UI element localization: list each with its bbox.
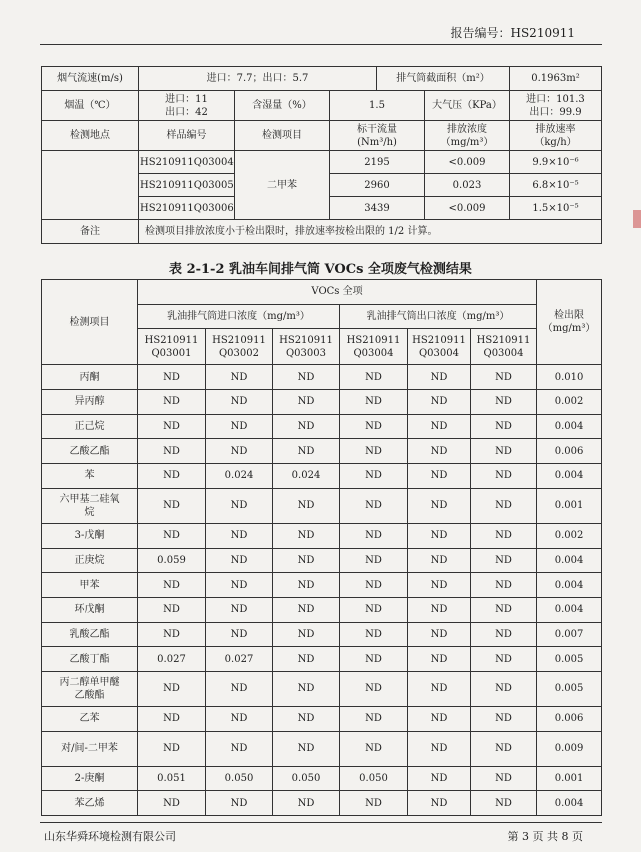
value-cell: ND — [408, 488, 471, 523]
flow-speed-value: 进口：7.7；出口：5.7 — [139, 67, 377, 91]
value-cell: ND — [340, 548, 408, 573]
value-cell: ND — [138, 622, 206, 647]
flow-header: 标干流量 (Nm³/h) — [330, 121, 425, 151]
value-cell: ND — [340, 791, 408, 816]
value-cell: ND — [138, 523, 206, 548]
limit-cell: 0.010 — [537, 365, 602, 390]
value-cell: ND — [273, 365, 340, 390]
limit-cell: 0.006 — [537, 706, 602, 731]
conc-cell: 0.023 — [425, 174, 510, 197]
limit-cell: 0.004 — [537, 414, 602, 439]
vocs-table — [41, 279, 602, 816]
value-cell: ND — [206, 791, 273, 816]
temp-label: 烟温（℃） — [42, 91, 139, 121]
compound-name: 3-戊酮 — [42, 523, 138, 548]
value-cell: ND — [340, 439, 408, 464]
remark-text: 检测项目排放浓度小于检出限时，排放速率按检出限的 1/2 计算。 — [139, 220, 602, 244]
table-row — [42, 766, 602, 791]
limit-cell: 0.005 — [537, 671, 602, 706]
value-cell: ND — [138, 706, 206, 731]
compound-name: 2-庚酮 — [42, 766, 138, 791]
value-cell: ND — [408, 464, 471, 489]
table-row — [42, 390, 602, 415]
remark-label: 备注 — [42, 220, 139, 244]
value-cell: ND — [138, 439, 206, 464]
table-row — [42, 671, 602, 706]
table-row — [42, 439, 602, 464]
table-row — [42, 573, 602, 598]
value-cell: ND — [340, 731, 408, 766]
value-cell: 0.050 — [273, 766, 340, 791]
compound-name: 乳酸乙酯 — [42, 622, 138, 647]
value-cell: ND — [273, 622, 340, 647]
compound-name: 对/间-二甲苯 — [42, 731, 138, 766]
compound-name: 乙酸乙酯 — [42, 439, 138, 464]
value-cell: ND — [206, 706, 273, 731]
table-row — [42, 548, 602, 573]
value-cell: ND — [408, 671, 471, 706]
area-value: 0.1963m² — [510, 67, 602, 91]
value-cell: ND — [273, 390, 340, 415]
inlet-header: 乳油排气筒进口浓度（mg/m³） — [138, 304, 340, 329]
value-cell: ND — [273, 671, 340, 706]
value-cell: ND — [273, 548, 340, 573]
limit-cell: 0.002 — [537, 390, 602, 415]
sample-id: HS210911Q03004 — [139, 151, 235, 174]
compound-name: 丙二醇单甲醚乙酸酯 — [42, 671, 138, 706]
rate-cell: 9.9×10⁻⁶ — [510, 151, 602, 174]
limit-cell: 0.004 — [537, 597, 602, 622]
table-row — [42, 731, 602, 766]
value-cell: ND — [408, 622, 471, 647]
header-rule — [40, 44, 602, 45]
table-row — [42, 622, 602, 647]
value-cell: ND — [471, 597, 537, 622]
table-row — [42, 488, 602, 523]
value-cell: ND — [273, 647, 340, 672]
limit-cell: 0.004 — [537, 548, 602, 573]
value-cell: ND — [138, 671, 206, 706]
value-cell: ND — [340, 464, 408, 489]
flow-cell: 3439 — [330, 197, 425, 220]
value-cell: ND — [206, 523, 273, 548]
value-cell: ND — [408, 414, 471, 439]
value-cell: ND — [273, 597, 340, 622]
table-row — [42, 706, 602, 731]
value-cell: ND — [408, 439, 471, 464]
value-cell: ND — [273, 573, 340, 598]
value-cell: ND — [138, 464, 206, 489]
value-cell: ND — [206, 414, 273, 439]
site-cell — [42, 151, 139, 220]
value-cell: ND — [206, 390, 273, 415]
sample-header: 样品编号 — [139, 121, 235, 151]
pressure-label: 大气压（KPa） — [425, 91, 510, 121]
value-cell: ND — [273, 791, 340, 816]
value-cell: ND — [471, 365, 537, 390]
compound-name: 苯 — [42, 464, 138, 489]
value-cell: ND — [340, 622, 408, 647]
value-cell: ND — [340, 414, 408, 439]
sample-id-header: HS210911 Q03004 — [408, 329, 471, 365]
value-cell: ND — [273, 414, 340, 439]
value-cell: ND — [138, 791, 206, 816]
limit-cell: 0.002 — [537, 523, 602, 548]
value-cell: ND — [408, 791, 471, 816]
value-cell: ND — [340, 390, 408, 415]
value-cell: ND — [471, 647, 537, 672]
value-cell: ND — [471, 439, 537, 464]
value-cell: ND — [273, 523, 340, 548]
limit-cell: 0.001 — [537, 766, 602, 791]
value-cell: ND — [408, 731, 471, 766]
sample-id-header: HS210911 Q03001 — [138, 329, 206, 365]
value-cell: ND — [408, 706, 471, 731]
value-cell: ND — [138, 573, 206, 598]
value-cell: ND — [471, 706, 537, 731]
table-caption: 表 2-1-2 乳油车间排气筒 VOCs 全项废气检测结果 — [169, 262, 472, 277]
value-cell: 0.024 — [206, 464, 273, 489]
conc-header: 排放浓度 （mg/m³） — [425, 121, 510, 151]
temp-value: 进口：11 出口：42 — [139, 91, 235, 121]
conc-cell: <0.009 — [425, 197, 510, 220]
sample-id: HS210911Q03005 — [139, 174, 235, 197]
table-row — [42, 647, 602, 672]
value-cell: ND — [471, 390, 537, 415]
flow-speed-label: 烟气流速(m/s) — [42, 67, 139, 91]
value-cell: 0.024 — [273, 464, 340, 489]
value-cell: ND — [408, 766, 471, 791]
flue-gas-table — [41, 66, 602, 244]
moisture-label: 含湿量（%） — [235, 91, 330, 121]
compound-name: 正己烷 — [42, 414, 138, 439]
compound-name: 乙苯 — [42, 706, 138, 731]
compound-name: 甲苯 — [42, 573, 138, 598]
value-cell: ND — [471, 488, 537, 523]
moisture-value: 1.5 — [330, 91, 425, 121]
compound-name: 异丙醇 — [42, 390, 138, 415]
flow-cell: 2960 — [330, 174, 425, 197]
value-cell: ND — [273, 439, 340, 464]
value-cell: ND — [471, 731, 537, 766]
limit-cell: 0.007 — [537, 622, 602, 647]
value-cell: 0.059 — [138, 548, 206, 573]
value-cell: ND — [138, 731, 206, 766]
limit-cell: 0.005 — [537, 647, 602, 672]
value-cell: 0.051 — [138, 766, 206, 791]
value-cell: ND — [471, 766, 537, 791]
value-cell: ND — [138, 597, 206, 622]
limit-cell: 0.004 — [537, 791, 602, 816]
value-cell: ND — [408, 390, 471, 415]
value-cell: ND — [340, 597, 408, 622]
limit-cell: 0.004 — [537, 573, 602, 598]
value-cell: ND — [206, 597, 273, 622]
rate-cell: 1.5×10⁻⁵ — [510, 197, 602, 220]
table-row — [42, 464, 602, 489]
limit-cell: 0.001 — [537, 488, 602, 523]
value-cell: ND — [340, 647, 408, 672]
sample-id: HS210911Q03006 — [139, 197, 235, 220]
value-cell: 0.050 — [340, 766, 408, 791]
compound-name: 正庚烷 — [42, 548, 138, 573]
value-cell: ND — [206, 439, 273, 464]
value-cell: ND — [273, 706, 340, 731]
value-cell: ND — [340, 523, 408, 548]
sample-id-header: HS210911 Q03003 — [273, 329, 340, 365]
item-header: 检测项目 — [42, 280, 138, 365]
edge-mark — [633, 210, 641, 228]
sample-id-header: HS210911 Q03004 — [340, 329, 408, 365]
sample-id-header: HS210911 Q03004 — [471, 329, 537, 365]
limit-cell: 0.004 — [537, 464, 602, 489]
table-row — [42, 597, 602, 622]
compound-name: 六甲基二硅氧烷 — [42, 488, 138, 523]
value-cell: ND — [471, 414, 537, 439]
item-cell: 二甲苯 — [235, 151, 330, 220]
pressure-value: 进口：101.3 出口：99.9 — [510, 91, 602, 121]
value-cell: ND — [340, 365, 408, 390]
value-cell: ND — [408, 647, 471, 672]
value-cell: ND — [273, 488, 340, 523]
site-header: 检测地点 — [42, 121, 139, 151]
value-cell: ND — [206, 671, 273, 706]
value-cell: ND — [471, 791, 537, 816]
conc-cell: <0.009 — [425, 151, 510, 174]
value-cell: ND — [138, 488, 206, 523]
table-row — [42, 365, 602, 390]
flow-cell: 2195 — [330, 151, 425, 174]
value-cell: ND — [471, 573, 537, 598]
value-cell: ND — [408, 548, 471, 573]
footer-rule — [40, 822, 602, 823]
limit-cell: 0.009 — [537, 731, 602, 766]
compound-name: 环戊酮 — [42, 597, 138, 622]
rate-cell: 6.8×10⁻⁵ — [510, 174, 602, 197]
value-cell: ND — [471, 671, 537, 706]
table-row — [42, 151, 602, 174]
value-cell: ND — [340, 671, 408, 706]
value-cell: ND — [340, 573, 408, 598]
limit-header: 检出限 （mg/m³） — [537, 280, 602, 365]
value-cell: ND — [471, 464, 537, 489]
compound-name: 丙酮 — [42, 365, 138, 390]
value-cell: ND — [206, 365, 273, 390]
value-cell: ND — [471, 548, 537, 573]
table-row — [42, 791, 602, 816]
value-cell: ND — [408, 573, 471, 598]
value-cell: ND — [408, 523, 471, 548]
value-cell: ND — [273, 731, 340, 766]
outlet-header: 乳油排气筒出口浓度（mg/m³） — [340, 304, 537, 329]
value-cell: 0.027 — [138, 647, 206, 672]
report-number: 报告编号：HS210911 — [450, 26, 575, 40]
value-cell: ND — [471, 523, 537, 548]
item-header: 检测项目 — [235, 121, 330, 151]
value-cell: ND — [206, 731, 273, 766]
value-cell: ND — [340, 488, 408, 523]
compound-name: 乙酸丁酯 — [42, 647, 138, 672]
value-cell: ND — [471, 622, 537, 647]
value-cell: ND — [408, 365, 471, 390]
value-cell: ND — [408, 597, 471, 622]
value-cell: ND — [206, 622, 273, 647]
page-number: 第 3 页 共 8 页 — [507, 830, 583, 843]
value-cell: ND — [138, 414, 206, 439]
company-name: 山东华舜环境检测有限公司 — [44, 830, 176, 843]
area-label: 排气筒截面积（m²） — [377, 67, 510, 91]
table-row — [42, 414, 602, 439]
vocs-group-header: VOCs 全项 — [138, 280, 537, 305]
value-cell: ND — [206, 488, 273, 523]
value-cell: 0.050 — [206, 766, 273, 791]
value-cell: ND — [340, 706, 408, 731]
limit-cell: 0.006 — [537, 439, 602, 464]
value-cell: 0.027 — [206, 647, 273, 672]
value-cell: ND — [138, 390, 206, 415]
rate-header: 排放速率 （kg/h） — [510, 121, 602, 151]
sample-id-header: HS210911 Q03002 — [206, 329, 273, 365]
compound-name: 苯乙烯 — [42, 791, 138, 816]
table-row — [42, 523, 602, 548]
value-cell: ND — [206, 548, 273, 573]
value-cell: ND — [138, 365, 206, 390]
value-cell: ND — [206, 573, 273, 598]
